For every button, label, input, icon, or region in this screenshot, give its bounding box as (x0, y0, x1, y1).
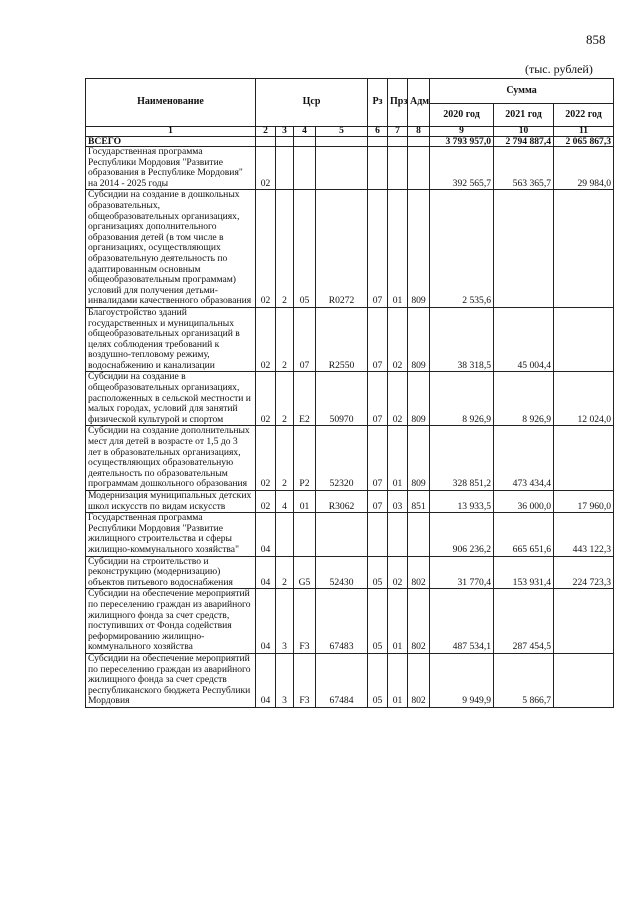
row-2022: 443 122,3 (554, 513, 614, 556)
csr-direction: 52430 (316, 556, 368, 589)
row-2021: 153 931,4 (494, 556, 554, 589)
csr-event: G5 (294, 556, 316, 589)
row-2020: 8 926,9 (430, 372, 494, 426)
csr-program: 02 (256, 372, 276, 426)
row-adm (408, 147, 430, 190)
csr-event (294, 147, 316, 190)
row-rz: 07 (368, 190, 388, 308)
row-adm: 809 (408, 426, 430, 491)
csr-subprogram (276, 147, 294, 190)
row-2020: 2 535,6 (430, 190, 494, 308)
row-rz: 07 (368, 491, 388, 513)
row-prz: 01 (388, 589, 408, 654)
csr-event: 01 (294, 491, 316, 513)
table-row (86, 372, 614, 426)
table-row (86, 190, 614, 308)
row-prz: 01 (388, 426, 408, 491)
csr-program: 04 (256, 589, 276, 654)
row-2021: 36 000,0 (494, 491, 554, 513)
csr-direction: 67483 (316, 589, 368, 654)
row-2020: 13 933,5 (430, 491, 494, 513)
csr-event: F3 (294, 589, 316, 654)
column-number: 1 (86, 127, 256, 137)
header-year-2021: 2021 год (494, 104, 554, 127)
row-prz: 01 (388, 653, 408, 707)
row-prz: 02 (388, 372, 408, 426)
row-prz: 02 (388, 307, 408, 372)
header-rz: Рз (368, 79, 388, 127)
csr-subprogram: 2 (276, 556, 294, 589)
csr-program: 02 (256, 190, 276, 308)
row-name: Субсидии на создание в общеобразовательных организациях, расположенных в сельской местности и малых городах, условий для занятий физической культурой и спортом (86, 372, 256, 426)
row-name: Благоустройство зданий государственных и муниципальных общеобразовательных организаций в целях соблюдения требований к воздушно-тепловому режиму, водоснабжению и канализации (86, 307, 256, 372)
csr-direction (316, 147, 368, 190)
row-prz: 02 (388, 556, 408, 589)
row-rz: 05 (368, 556, 388, 589)
row-adm: 809 (408, 372, 430, 426)
total-label: ВСЕГО (86, 137, 256, 147)
row-2021: 287 454,5 (494, 589, 554, 654)
table-row (86, 513, 614, 556)
row-adm: 802 (408, 556, 430, 589)
column-number: 6 (368, 127, 388, 137)
row-adm: 802 (408, 589, 430, 654)
row-2020: 31 770,4 (430, 556, 494, 589)
row-name: Модернизация муниципальных детских школ искусств по видам искусств (86, 491, 256, 513)
column-number: 3 (276, 127, 294, 137)
csr-program: 02 (256, 491, 276, 513)
row-adm (408, 513, 430, 556)
row-adm: 851 (408, 491, 430, 513)
row-adm: 809 (408, 190, 430, 308)
row-2021: 473 434,4 (494, 426, 554, 491)
table-row (86, 426, 614, 491)
table-row (86, 556, 614, 589)
total-2020: 3 793 957,0 (430, 137, 494, 147)
csr-event: P2 (294, 426, 316, 491)
csr-direction: 50970 (316, 372, 368, 426)
csr-direction: R0272 (316, 190, 368, 308)
csr-program: 02 (256, 307, 276, 372)
csr-event: F3 (294, 653, 316, 707)
column-number: 4 (294, 127, 316, 137)
row-2020: 328 851,2 (430, 426, 494, 491)
row-2022 (554, 589, 614, 654)
header-sum: Сумма (430, 79, 614, 104)
row-2022: 12 024,0 (554, 372, 614, 426)
csr-subprogram: 2 (276, 372, 294, 426)
row-prz (388, 513, 408, 556)
row-2021: 45 004,4 (494, 307, 554, 372)
csr-program: 04 (256, 653, 276, 707)
csr-direction (316, 513, 368, 556)
row-2021 (494, 190, 554, 308)
column-number: 5 (316, 127, 368, 137)
column-number: 8 (408, 127, 430, 137)
column-number: 7 (388, 127, 408, 137)
csr-subprogram: 2 (276, 307, 294, 372)
row-name: Субсидии на обеспечение мероприятий по переселению граждан из аварийного жилищного фонда за счет средств республиканского бюджета Республики Мордовия (86, 653, 256, 707)
row-2022 (554, 653, 614, 707)
csr-program: 02 (256, 426, 276, 491)
row-2020: 392 565,7 (430, 147, 494, 190)
row-rz (368, 513, 388, 556)
header-year-2022: 2022 год (554, 104, 614, 127)
table-row (86, 147, 614, 190)
row-2020: 487 534,1 (430, 589, 494, 654)
csr-event: 07 (294, 307, 316, 372)
row-2022: 29 984,0 (554, 147, 614, 190)
table-row (86, 589, 614, 654)
row-adm: 809 (408, 307, 430, 372)
row-2020: 906 236,2 (430, 513, 494, 556)
row-2022: 224 723,3 (554, 556, 614, 589)
csr-subprogram: 3 (276, 589, 294, 654)
row-adm: 802 (408, 653, 430, 707)
row-rz: 07 (368, 372, 388, 426)
csr-program: 04 (256, 556, 276, 589)
header-csr: Цср (256, 79, 368, 127)
row-prz: 01 (388, 190, 408, 308)
total-row (86, 137, 614, 147)
column-number: 10 (494, 127, 554, 137)
csr-direction: 52320 (316, 426, 368, 491)
row-name: Государственная программа Республики Мордовия "Развитие образования в Республике Мордовия" на 2014 - 2025 годы (86, 147, 256, 190)
row-prz: 03 (388, 491, 408, 513)
column-number: 11 (554, 127, 614, 137)
row-rz: 07 (368, 426, 388, 491)
row-name: Субсидии на создание в дошкольных образовательных, общеобразовательных организациях, организациях дополнительного образования детей (в том числе в организациях, осуществляющих образовательную деятельность по адаптированным основным общеобразовательным программам) условий для получения детьми-инвалидами качественного образования (86, 190, 256, 308)
column-number-row (86, 127, 614, 137)
header-name: Наименование (86, 79, 256, 127)
page-number: 858 (586, 32, 606, 47)
table-row (86, 491, 614, 513)
csr-subprogram: 3 (276, 653, 294, 707)
header-prz: Прз (388, 79, 408, 127)
row-2020: 38 318,5 (430, 307, 494, 372)
csr-program: 04 (256, 513, 276, 556)
row-rz: 05 (368, 589, 388, 654)
csr-program: 02 (256, 147, 276, 190)
row-2021: 563 365,7 (494, 147, 554, 190)
table-row (86, 307, 614, 372)
csr-event (294, 513, 316, 556)
row-name: Субсидии на строительство и реконструкцию (модернизацию) объектов питьевого водоснабжения (86, 556, 256, 589)
header-year-2020: 2020 год (430, 104, 494, 127)
row-2021: 665 651,6 (494, 513, 554, 556)
row-name: Государственная программа Республики Мордовия "Развитие жилищного строительства и сферы жилищно-коммунального хозяйства" (86, 513, 256, 556)
row-2022: 17 960,0 (554, 491, 614, 513)
row-2022 (554, 307, 614, 372)
column-number: 9 (430, 127, 494, 137)
csr-subprogram: 2 (276, 426, 294, 491)
row-rz (368, 147, 388, 190)
csr-direction: R3062 (316, 491, 368, 513)
total-2021: 2 794 887,4 (494, 137, 554, 147)
csr-event: 05 (294, 190, 316, 308)
csr-subprogram (276, 513, 294, 556)
row-name: Субсидии на создание дополнительных мест для детей в возрасте от 1,5 до 3 лет в образовательных организациях, осуществляющих образовательную деятельность по образовательным программам дошкольного образования (86, 426, 256, 491)
csr-event: E2 (294, 372, 316, 426)
total-2022: 2 065 867,3 (554, 137, 614, 147)
budget-table (85, 78, 614, 708)
row-2022 (554, 426, 614, 491)
csr-subprogram: 4 (276, 491, 294, 513)
table-row (86, 653, 614, 707)
csr-subprogram: 2 (276, 190, 294, 308)
row-2020: 9 949,9 (430, 653, 494, 707)
header-adm: Адм (408, 79, 430, 127)
row-rz: 05 (368, 653, 388, 707)
csr-direction: R2550 (316, 307, 368, 372)
row-2022 (554, 190, 614, 308)
units-label: (тыс. рублей) (525, 62, 593, 76)
row-name: Субсидии на обеспечение мероприятий по переселению граждан из аварийного жилищного фонда за счет средств, поступивших от Фонда содействия реформированию жилищно-коммунального хозяйства (86, 589, 256, 654)
row-2021: 8 926,9 (494, 372, 554, 426)
csr-direction: 67484 (316, 653, 368, 707)
row-2021: 5 866,7 (494, 653, 554, 707)
column-number: 2 (256, 127, 276, 137)
row-rz: 07 (368, 307, 388, 372)
row-prz (388, 147, 408, 190)
